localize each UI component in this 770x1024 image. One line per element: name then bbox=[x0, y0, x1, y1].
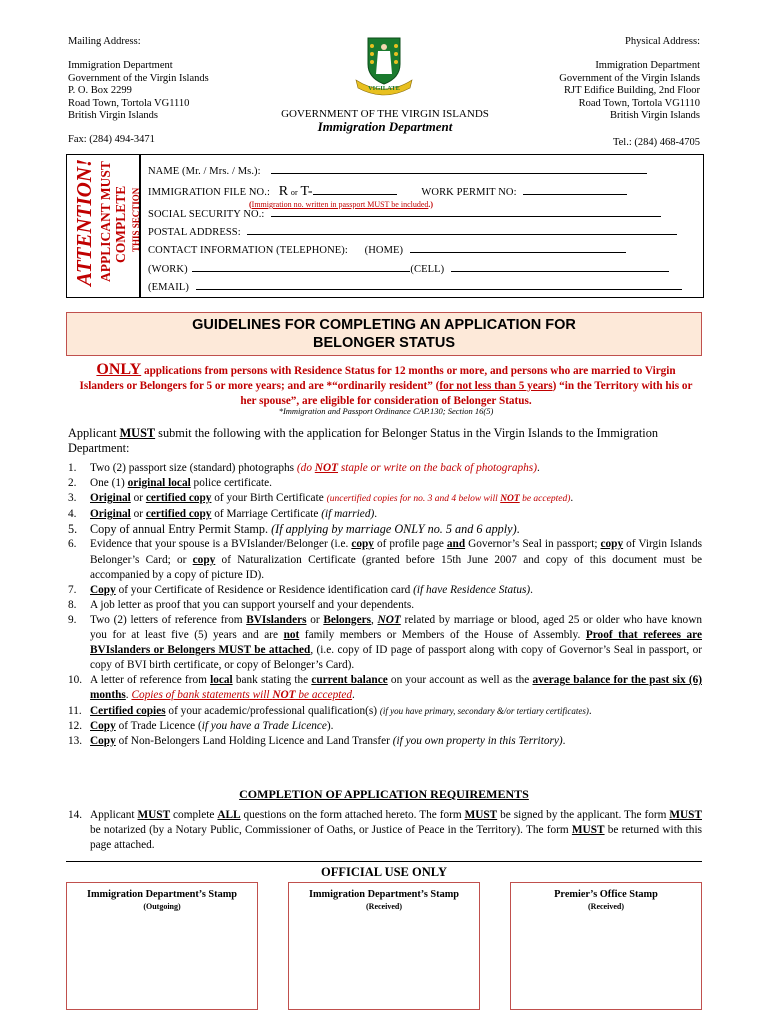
title-line-2: BELONGER STATUS bbox=[312, 334, 456, 351]
mailing-address bbox=[68, 36, 209, 147]
name-row bbox=[148, 165, 647, 177]
list-item: 12. Copy of Trade Licence (if you have a Trade Licence). bbox=[68, 719, 334, 732]
requirements-list bbox=[68, 461, 702, 749]
list-item: 11. Certified copies of your academic/professional qualification(s) (if you have primary, secondary &/or tertiary certificates). bbox=[68, 704, 592, 717]
physical-label: Physical Address: bbox=[625, 36, 700, 47]
work-phone-field[interactable] bbox=[192, 263, 410, 272]
fax-number: Fax: (284) 494-3471 bbox=[68, 134, 155, 146]
title-line-1: GUIDELINES FOR COMPLETING AN APPLICATION FOR bbox=[192, 317, 576, 333]
postal-row bbox=[148, 226, 677, 238]
stamp-title: Immigration Department’s Stamp bbox=[86, 889, 238, 900]
mailing-label: Mailing Address: bbox=[68, 36, 141, 47]
physical-line: Immigration Department bbox=[595, 60, 700, 72]
file-no-row bbox=[148, 184, 627, 200]
cell-phone-field[interactable] bbox=[451, 263, 669, 272]
list-item: 7. Copy of your Certificate of Residence or Residence identification card (if have Residence Status). bbox=[68, 583, 533, 596]
official-use-title: OFFICIAL USE ONLY bbox=[321, 865, 447, 879]
completion-title: COMPLETION OF APPLICATION REQUIREMENTS bbox=[239, 787, 529, 801]
or-text: or bbox=[290, 188, 298, 197]
name-field[interactable] bbox=[271, 165, 647, 174]
work-label: (WORK) bbox=[148, 264, 188, 275]
svg-text:VIGILATE: VIGILATE bbox=[367, 85, 401, 92]
list-item: 1. Two (2) passport size (standard) photographs (do NOT staple or write on the back of photographs). bbox=[68, 462, 540, 474]
mailing-line: British Virgin Islands bbox=[68, 110, 158, 122]
physical-line: Government of the Virgin Islands bbox=[559, 72, 700, 84]
coat-of-arms-icon bbox=[352, 36, 416, 96]
file-no-field[interactable] bbox=[313, 186, 397, 195]
home-label: (HOME) bbox=[364, 245, 404, 256]
telephone-number: Tel.: (284) 468-4705 bbox=[612, 137, 700, 149]
work-cell-row bbox=[148, 263, 669, 275]
list-item: 2. One (1) original local police certificate. bbox=[68, 477, 272, 490]
this-section-label: THIS SECTION bbox=[131, 187, 141, 252]
stamp-title: Premier’s Office Stamp bbox=[554, 889, 658, 900]
name-label: NAME (Mr. / Mrs. / Ms.): bbox=[148, 166, 261, 177]
complete-label: COMPLETE bbox=[113, 185, 128, 263]
contact-row bbox=[148, 244, 626, 256]
t-prefix: T- bbox=[300, 184, 313, 199]
r-prefix: R bbox=[278, 184, 289, 199]
email-field[interactable] bbox=[196, 281, 682, 290]
email-label: (EMAIL) bbox=[148, 282, 189, 293]
work-permit-field[interactable] bbox=[523, 186, 627, 195]
physical-address bbox=[559, 36, 700, 150]
list-item: 5. Copy of annual Entry Permit Stamp. (If applying by marriage ONLY no. 5 and 6 apply). bbox=[68, 522, 520, 537]
cell-label: (CELL) bbox=[410, 264, 445, 275]
ssn-field[interactable] bbox=[271, 208, 661, 217]
home-phone-field[interactable] bbox=[410, 244, 626, 253]
list-item: 4. Original or certified copy of Marriage Certificate (if married). bbox=[68, 508, 378, 521]
file-no-note: (Immigration no. written in passport MUST be included.) bbox=[249, 200, 434, 209]
list-item: 3. Original or certified copy of your Birth Certificate (uncertified copies for no. 3 and 4 below will NOT be accepted). bbox=[68, 492, 574, 505]
physical-line: RJT Edifice Building, 2nd Floor bbox=[563, 85, 700, 97]
postal-field[interactable] bbox=[247, 226, 677, 235]
stamp-box-outgoing[interactable] bbox=[66, 882, 258, 1010]
list-item: 9. Two (2) letters of reference from BVIslanders or Belongers, NOT related by marriage or blood, aged 25 or older who have known you for at least five (5) years and are not family members or Members of the House of Assembly. Proof that referees are BVIslanders or Belongers MUST be attached, (i.e. copy of ID page of passport along with copy of Governor’s Seal in passport, or copy of BVI birth certificate, or copy of Belonger’s Card). bbox=[68, 613, 703, 672]
list-item: 10. A letter of reference from local bank stating the current balance on your account as well as the average balance for the past six (6) months. Copies of bank statements will NOT be accepted. bbox=[68, 674, 702, 702]
email-row bbox=[148, 281, 682, 293]
file-no-label: IMMIGRATION FILE NO.: bbox=[148, 187, 270, 198]
ssn-label: SOCIAL SECURITY NO.: bbox=[148, 209, 265, 220]
stamp-subtitle: (Received) bbox=[588, 902, 624, 911]
physical-line: British Virgin Islands bbox=[610, 110, 700, 122]
eligibility-paragraph: ONLY applications from persons with Residence Status for 12 months or more, and persons who are married to Virgin Islanders or Belongers for 5 or more years; and are *“ordinarily resident” (for not less than 5 years) “in the Territory with his or her spouse”, are eligible for consideration of Belonger Status. bbox=[79, 361, 693, 407]
attention-label: ATTENTION! bbox=[72, 158, 96, 286]
stamp-box-received[interactable] bbox=[288, 882, 480, 1010]
mailing-line: P. O. Box 2299 bbox=[68, 85, 132, 97]
work-permit-label: WORK PERMIT NO: bbox=[421, 187, 517, 198]
divider-line bbox=[66, 861, 702, 862]
postal-label: POSTAL ADDRESS: bbox=[148, 227, 241, 238]
government-title: GOVERNMENT OF THE VIRGIN ISLANDS bbox=[281, 108, 489, 120]
applicant-must-label: APPLICANT MUST bbox=[98, 161, 113, 282]
list-item: 13. Copy of Non-Belongers Land Holding Licence and Land Transfer (if you own property in this Territory). bbox=[68, 734, 566, 747]
contact-label: CONTACT INFORMATION (TELEPHONE): bbox=[148, 245, 348, 256]
intro-paragraph: Applicant MUST submit the following with the application for Belonger Status in the Virgin Islands to the Immigration Department: bbox=[68, 426, 659, 455]
mailing-line: Government of the Virgin Islands bbox=[68, 72, 209, 84]
stamp-subtitle: (Outgoing) bbox=[143, 902, 181, 911]
stamp-title: Immigration Department’s Stamp bbox=[308, 889, 460, 900]
stamp-box-premier[interactable] bbox=[510, 882, 702, 1010]
list-item: 6. Evidence that your spouse is a BVIslander/Belonger (i.e. copy of profile page and Governor’s Seal in passport; copy of Virgin Islands Belonger’s Card; or copy of Naturalization Certificate (granted before 15th June 2007 and copy of this document must be accompanied by a copy of picture ID). bbox=[68, 538, 702, 581]
ssn-row bbox=[148, 208, 661, 220]
department-title: Immigration Department bbox=[317, 119, 453, 134]
mailing-line: Road Town, Tortola VG1110 bbox=[68, 97, 190, 109]
list-item: 8. A job letter as proof that you can support yourself and your dependents. bbox=[68, 598, 415, 611]
physical-line: Road Town, Tortola VG1110 bbox=[578, 97, 700, 109]
completion-paragraph: 14. Applicant MUST complete ALL questions on the form attached hereto. The form MUST be signed by the applicant. The form MUST be notarized (by a Notary Public, Commissioner of Oaths, or Justice of Peace in the Territory). The form MUST be returned with this page attached. bbox=[68, 809, 702, 852]
eligibility-footnote: *Immigration and Passport Ordinance CAP.130; Section 16(5) bbox=[278, 406, 494, 416]
mailing-line: Immigration Department bbox=[68, 60, 173, 72]
stamp-subtitle: (Received) bbox=[366, 902, 402, 911]
guidelines-title bbox=[66, 312, 702, 356]
